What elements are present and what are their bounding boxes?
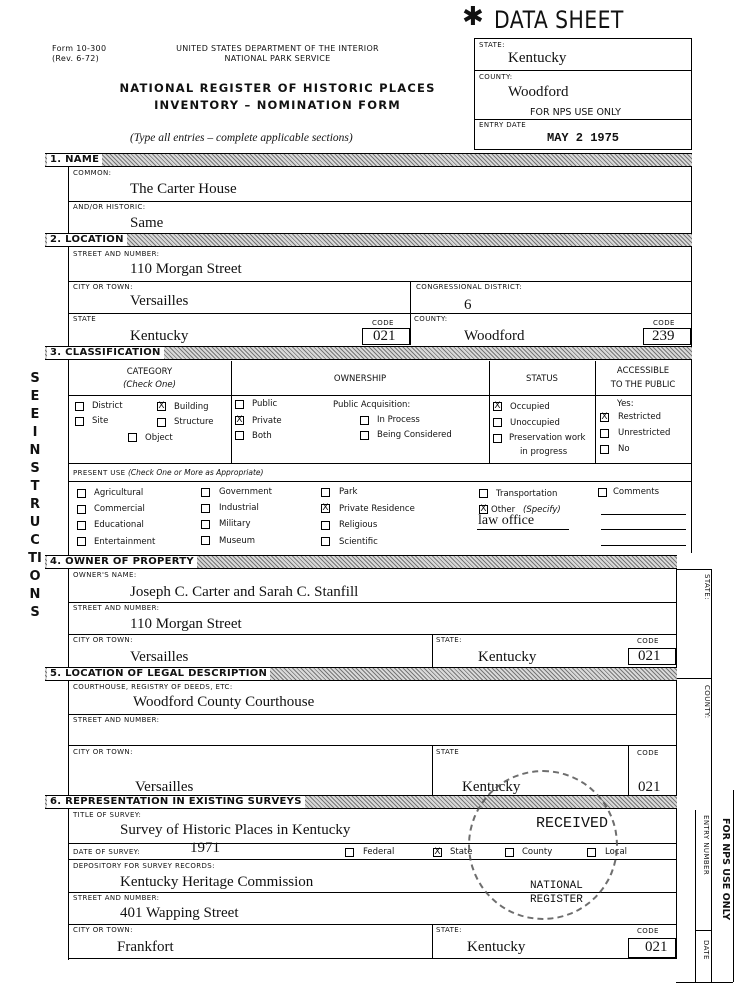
ds-county-value: Woodford: [508, 84, 569, 100]
agricultural-checkbox[interactable]: [77, 489, 86, 498]
owner-city-value: Versailles: [130, 649, 189, 665]
private-residence-checkbox[interactable]: X: [322, 503, 329, 513]
see-instructions: SEE INSTRUCTIONS: [28, 371, 42, 620]
common-name-value: The Carter House: [130, 181, 237, 197]
occupied-label: Occupied: [510, 402, 550, 412]
ds-entry-date-value: MAY 2 1975: [547, 131, 620, 145]
ownership-heading: OWNERSHIP: [333, 374, 387, 384]
transportation-checkbox[interactable]: [479, 489, 488, 498]
section-bar-location: [45, 233, 692, 247]
no-access-label: No: [618, 444, 630, 454]
district-checkbox[interactable]: [75, 402, 84, 411]
present-use-note: (Check One or More as Appropriate): [128, 468, 264, 477]
other-specify-label: (Specify): [523, 505, 561, 515]
occupied-checkbox[interactable]: X: [494, 401, 501, 411]
survey-street-label: STREET AND NUMBER:: [73, 894, 160, 902]
public-acquisition-label: Public Acquisition:: [333, 400, 411, 410]
federal-label: Federal: [363, 847, 395, 857]
side-nps-use-label: FOR NPS USE ONLY: [720, 818, 731, 921]
transportation-label: Transportation: [496, 489, 558, 499]
both-checkbox[interactable]: [235, 431, 244, 440]
survey-title-label: TITLE OF SURVEY:: [73, 811, 142, 819]
other-use-value: law office: [478, 513, 535, 528]
owner-street-value: 110 Morgan Street: [130, 616, 242, 632]
stamp-national-text: NATIONAL: [530, 880, 583, 892]
owner-street-label: STREET AND NUMBER:: [73, 604, 160, 612]
structure-checkbox[interactable]: [157, 418, 166, 427]
department-heading: UNITED STATES DEPARTMENT OF THE INTERIOR NATIONAL PARK SERVICE: [176, 44, 379, 63]
side-state-label: STATE:: [703, 574, 711, 600]
status-heading: STATUS: [526, 374, 558, 384]
local-label: Local: [605, 847, 628, 857]
stamp-register-text: REGISTER: [530, 894, 583, 906]
loc-street-value: 110 Morgan Street: [130, 261, 242, 277]
park-checkbox[interactable]: [321, 488, 330, 497]
survey-code-label: CODE: [637, 927, 659, 935]
commercial-checkbox[interactable]: [77, 505, 86, 514]
survey-date-value: 1971: [190, 840, 220, 856]
owner-name-label: OWNER'S NAME:: [73, 571, 137, 579]
access-heading-2: TO THE PUBLIC: [610, 380, 676, 390]
survey-date-label: DATE OF SURVEY:: [73, 848, 141, 856]
access-heading-1: ACCESSIBLE: [616, 366, 670, 376]
unrestricted-checkbox[interactable]: [600, 429, 609, 438]
legal-city-label: CITY OR TOWN:: [73, 748, 133, 756]
owner-state-label: STATE:: [436, 636, 462, 644]
object-checkbox[interactable]: [128, 433, 137, 442]
private-checkbox[interactable]: X: [236, 415, 243, 425]
historic-name-label: AND/OR HISTORIC:: [73, 203, 146, 211]
preservation-label-2: in progress: [520, 447, 568, 457]
educational-checkbox[interactable]: [77, 521, 86, 530]
private-residence-label: Private Residence: [339, 504, 415, 514]
comments-checkbox[interactable]: [598, 488, 607, 497]
park-label: Park: [339, 487, 358, 497]
district-label: District: [92, 401, 123, 411]
building-label: Building: [174, 402, 209, 412]
ds-state-label: STATE:: [479, 41, 505, 49]
depository-label: DEPOSITORY FOR SURVEY RECORDS:: [73, 862, 215, 870]
courthouse-label: COURTHOUSE, REGISTRY OF DEEDS, ETC:: [73, 683, 233, 691]
legal-code-label: CODE: [637, 749, 659, 757]
loc-city-value: Versailles: [130, 293, 189, 309]
ds-county-label: COUNTY:: [479, 73, 513, 81]
legal-state-value: Kentucky: [462, 779, 521, 795]
in-process-checkbox[interactable]: [360, 416, 369, 425]
owner-city-label: CITY OR TOWN:: [73, 636, 133, 644]
other-checkbox[interactable]: X: [480, 504, 487, 514]
loc-street-label: STREET AND NUMBER:: [73, 250, 160, 258]
section-title-name: 1. NAME: [47, 154, 102, 166]
form-title: NATIONAL REGISTER OF HISTORIC PLACES INVENTORY – NOMINATION FORM: [119, 81, 436, 112]
scientific-label: Scientific: [339, 537, 378, 547]
other-label: Other: [491, 505, 516, 515]
survey-code-value: 021: [645, 939, 668, 955]
federal-checkbox[interactable]: [345, 848, 354, 857]
being-considered-checkbox[interactable]: [360, 431, 369, 440]
legal-street-label: STREET AND NUMBER:: [73, 716, 160, 724]
legal-code-value: 021: [638, 779, 661, 795]
site-checkbox[interactable]: [75, 417, 84, 426]
present-use-label: PRESENT USE: [73, 469, 126, 477]
state-survey-label: State: [450, 847, 473, 857]
legal-city-value: Versailles: [135, 779, 194, 795]
entertainment-label: Entertainment: [94, 537, 156, 547]
government-checkbox[interactable]: [201, 488, 210, 497]
in-process-label: In Process: [377, 415, 420, 425]
loc-state-code-label: CODE: [372, 319, 394, 327]
agricultural-label: Agricultural: [94, 488, 144, 498]
county-survey-label: County: [522, 847, 553, 857]
building-checkbox[interactable]: X: [158, 401, 165, 411]
stamp-received-text: RECEIVED: [536, 815, 609, 832]
unrestricted-label: Unrestricted: [618, 428, 671, 438]
scientific-checkbox[interactable]: [321, 537, 330, 546]
form-number: Form 10-300 (Rev. 6-72): [52, 44, 107, 63]
depository-value: Kentucky Heritage Commission: [120, 874, 314, 890]
owner-code-label: CODE: [637, 637, 659, 645]
loc-state-code-value: 021: [373, 328, 396, 344]
unoccupied-label: Unoccupied: [510, 418, 560, 428]
survey-city-label: CITY OR TOWN:: [73, 926, 133, 934]
no-access-checkbox[interactable]: [600, 445, 609, 454]
loc-county-value: Woodford: [464, 328, 525, 344]
military-checkbox[interactable]: [201, 520, 210, 529]
ds-nps-use-label: FOR NPS USE ONLY: [530, 107, 621, 118]
educational-label: Educational: [94, 520, 144, 530]
yes-label: Yes:: [617, 399, 634, 409]
category-subheading: (Check One): [123, 380, 176, 390]
loc-state-label: STATE: [73, 315, 97, 323]
state-survey-checkbox[interactable]: X: [434, 847, 441, 857]
courthouse-value: Woodford County Courthouse: [133, 694, 315, 710]
government-label: Government: [219, 487, 273, 497]
owner-state-value: Kentucky: [478, 649, 537, 665]
comments-label: Comments: [613, 487, 660, 497]
category-heading: CATEGORY: [126, 367, 173, 377]
survey-city-value: Frankfort: [117, 939, 174, 955]
restricted-label: Restricted: [618, 412, 662, 422]
entertainment-checkbox[interactable]: [77, 537, 86, 546]
site-label: Site: [92, 416, 109, 426]
section-bar-name: [45, 153, 692, 167]
industrial-label: Industrial: [219, 503, 259, 513]
ds-state-value: Kentucky: [508, 50, 567, 66]
form-instruction: (Type all entries – complete applicable sections): [130, 132, 353, 144]
industrial-checkbox[interactable]: [201, 504, 210, 513]
data-sheet-title: DATA SHEET: [494, 6, 624, 34]
section-title-legal: 5. LOCATION OF LEGAL DESCRIPTION: [47, 668, 270, 680]
public-label: Public: [252, 399, 278, 409]
loc-county-label: COUNTY:: [414, 315, 448, 323]
museum-checkbox[interactable]: [201, 536, 210, 545]
section-title-classification: 3. CLASSIFICATION: [47, 347, 164, 359]
military-label: Military: [219, 519, 251, 529]
section-title-owner: 4. OWNER OF PROPERTY: [47, 556, 197, 568]
survey-street-value: 401 Wapping Street: [120, 905, 239, 921]
owner-name-value: Joseph C. Carter and Sarah C. Stanfill: [130, 584, 359, 600]
being-considered-label: Being Considered: [377, 430, 452, 440]
commercial-label: Commercial: [94, 504, 145, 514]
data-sheet-icon: ✱: [462, 2, 484, 32]
legal-state-label: STATE: [436, 748, 460, 756]
structure-label: Structure: [174, 417, 214, 427]
side-entry-number-label: ENTRY NUMBER: [702, 815, 710, 876]
object-label: Object: [145, 433, 173, 443]
both-label: Both: [252, 431, 272, 441]
section-title-location: 2. LOCATION: [47, 234, 127, 246]
survey-title-value: Survey of Historic Places in Kentucky: [120, 822, 351, 838]
loc-district-label: CONGRESSIONAL DISTRICT:: [416, 283, 523, 291]
loc-state-value: Kentucky: [130, 328, 189, 344]
survey-state-label: STATE:: [436, 926, 462, 934]
loc-city-label: CITY OR TOWN:: [73, 283, 133, 291]
survey-state-value: Kentucky: [467, 939, 526, 955]
side-county-label: COUNTY:: [703, 685, 711, 719]
side-date-label: DATE: [702, 940, 710, 960]
private-label: Private: [252, 416, 282, 426]
preservation-checkbox[interactable]: [493, 434, 502, 443]
loc-county-code-value: 239: [652, 328, 675, 344]
unoccupied-checkbox[interactable]: [493, 418, 502, 427]
historic-name-value: Same: [130, 215, 164, 231]
section-title-surveys: 6. REPRESENTATION IN EXISTING SURVEYS: [47, 796, 305, 808]
restricted-checkbox[interactable]: X: [601, 412, 608, 422]
public-checkbox[interactable]: [235, 400, 244, 409]
religious-label: Religious: [339, 520, 378, 530]
museum-label: Museum: [219, 536, 256, 546]
religious-checkbox[interactable]: [321, 521, 330, 530]
ds-entry-date-label: ENTRY DATE: [479, 121, 527, 129]
owner-code-value: 021: [638, 648, 661, 664]
loc-district-value: 6: [464, 297, 472, 313]
loc-county-code-label: CODE: [653, 319, 675, 327]
preservation-label: Preservation work: [509, 433, 586, 443]
common-name-label: COMMON:: [73, 169, 112, 177]
